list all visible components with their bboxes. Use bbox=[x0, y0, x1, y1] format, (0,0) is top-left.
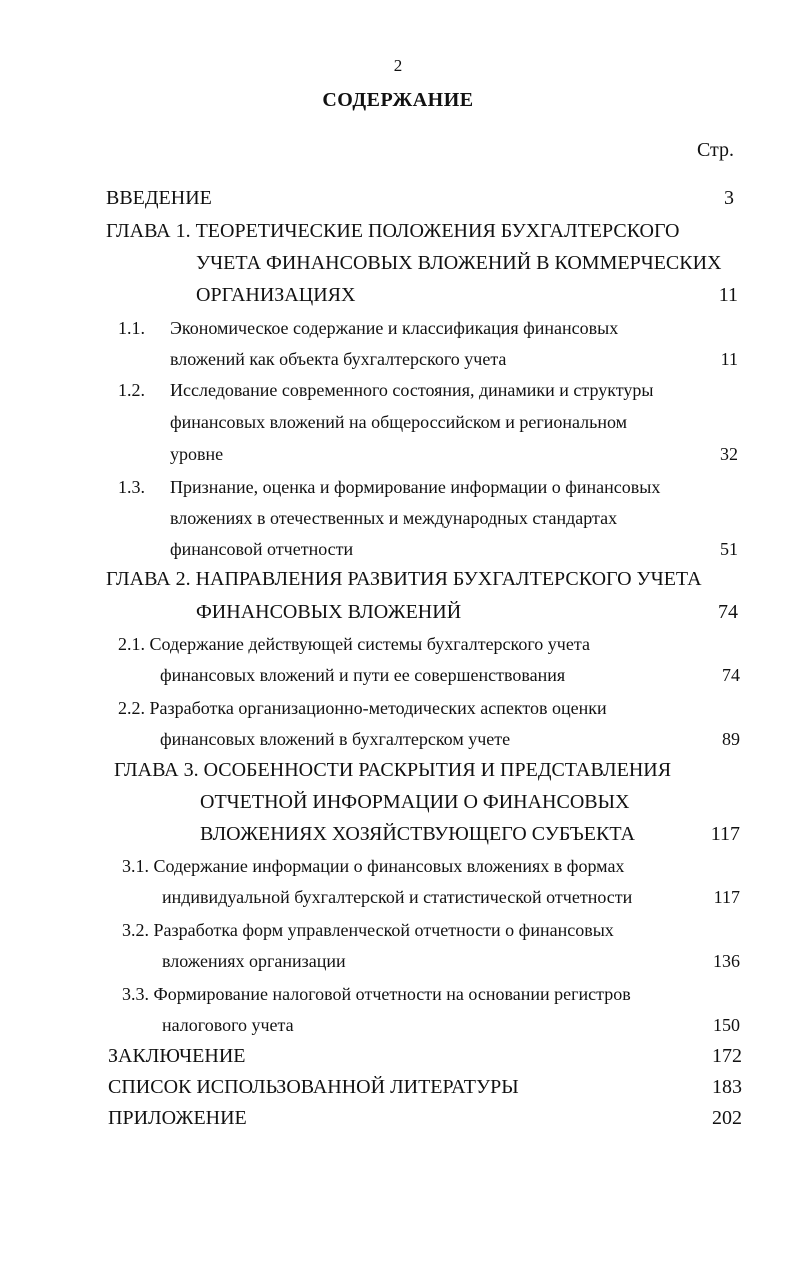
toc-section-1-1-page: 11 bbox=[720, 349, 738, 369]
toc-section-1-2-page: 32 bbox=[720, 444, 738, 464]
toc-section-1-2-line1: Исследование современного состояния, динамики и структуры bbox=[170, 380, 654, 400]
toc-section-3-3-line1: 3.3. Формирование налоговой отчетности на основании регистров bbox=[122, 984, 631, 1004]
toc-references-page: 183 bbox=[712, 1076, 742, 1098]
toc-section-2-1-line1: 2.1. Содержание действующей системы бухгалтерского учета bbox=[118, 634, 590, 654]
toc-chapter2-line2: ФИНАНСОВЫХ ВЛОЖЕНИЙ bbox=[196, 601, 462, 623]
toc-section-1-1-line2: вложений как объекта бухгалтерского учета bbox=[170, 349, 507, 369]
toc-section-3-1-line2: индивидуальной бухгалтерской и статистической отчетности bbox=[162, 887, 633, 907]
toc-section-1-3-number: 1.3. bbox=[118, 477, 145, 497]
toc-section-1-1-line1: Экономическое содержание и классификация финансовых bbox=[170, 318, 619, 338]
toc-chapter1-page: 11 bbox=[718, 284, 738, 306]
toc-chapter2-page: 74 bbox=[718, 601, 738, 623]
toc-appendix: ПРИЛОЖЕНИЕ bbox=[108, 1107, 247, 1129]
toc-chapter1-line1: ГЛАВА 1. ТЕОРЕТИЧЕСКИЕ ПОЛОЖЕНИЯ БУХГАЛТЕРСКОГО bbox=[106, 220, 680, 242]
toc-section-1-3-page: 51 bbox=[720, 539, 738, 559]
pages-column-header: Стр. bbox=[696, 139, 734, 161]
toc-section-1-3-line1: Признание, оценка и формирование информации о финансовых bbox=[170, 477, 661, 497]
toc-section-1-2-number: 1.2. bbox=[118, 380, 145, 400]
toc-section-2-1-line2: финансовых вложений и пути ее совершенствования bbox=[160, 665, 566, 685]
toc-section-1-2-line2: финансовых вложений на общероссийском и региональном bbox=[170, 412, 627, 432]
toc-section-3-1-line1: 3.1. Содержание информации о финансовых вложениях в формах bbox=[122, 856, 625, 876]
page-title: СОДЕРЖАНИЕ bbox=[322, 89, 474, 111]
toc-intro-page: 3 bbox=[724, 187, 734, 209]
toc-chapter1-line2: УЧЕТА ФИНАНСОВЫХ ВЛОЖЕНИЙ В КОММЕРЧЕСКИХ bbox=[196, 252, 722, 274]
toc-chapter3-line2: ОТЧЕТНОЙ ИНФОРМАЦИИ О ФИНАНСОВЫХ bbox=[200, 791, 630, 813]
toc-chapter1-line3: ОРГАНИЗАЦИЯХ bbox=[196, 284, 356, 306]
toc-section-3-2-page: 136 bbox=[713, 951, 740, 971]
toc-section-1-3-line3: финансовой отчетности bbox=[170, 539, 354, 559]
toc-section-2-2-page: 89 bbox=[722, 729, 740, 749]
toc-conclusion: ЗАКЛЮЧЕНИЕ bbox=[108, 1045, 246, 1067]
toc-section-1-2-line3: уровне bbox=[170, 444, 224, 464]
toc-section-2-2-line1: 2.2. Разработка организационно-методических аспектов оценки bbox=[118, 698, 607, 718]
toc-section-2-2-line2: финансовых вложений в бухгалтерском учете bbox=[160, 729, 511, 749]
toc-section-2-1-page: 74 bbox=[722, 665, 740, 685]
toc-section-3-3-line2: налогового учета bbox=[162, 1015, 294, 1035]
toc-chapter3-line3: ВЛОЖЕНИЯХ ХОЗЯЙСТВУЮЩЕГО СУБЪЕКТА bbox=[200, 823, 635, 845]
toc-chapter2-line1: ГЛАВА 2. НАПРАВЛЕНИЯ РАЗВИТИЯ БУХГАЛТЕРСКОГО УЧЕТА bbox=[106, 568, 702, 590]
page-number: 2 bbox=[393, 56, 403, 75]
toc-section-3-2-line2: вложениях организации bbox=[162, 951, 346, 971]
toc-conclusion-page: 172 bbox=[712, 1045, 742, 1067]
toc-chapter3-page: 117 bbox=[710, 823, 740, 845]
toc-section-3-2-line1: 3.2. Разработка форм управленческой отчетности о финансовых bbox=[122, 920, 614, 940]
toc-section-3-1-page: 117 bbox=[713, 887, 740, 907]
toc-section-1-1-number: 1.1. bbox=[118, 318, 145, 338]
toc-section-3-3-page: 150 bbox=[713, 1015, 740, 1035]
toc-intro: ВВЕДЕНИЕ bbox=[106, 187, 212, 209]
toc-section-1-3-line2: вложениях в отечественных и международных стандартах bbox=[170, 508, 618, 528]
toc-appendix-page: 202 bbox=[712, 1107, 742, 1129]
toc-chapter3-line1: ГЛАВА 3. ОСОБЕННОСТИ РАСКРЫТИЯ И ПРЕДСТАВЛЕНИЯ bbox=[114, 759, 672, 781]
toc-references: СПИСОК ИСПОЛЬЗОВАННОЙ ЛИТЕРАТУРЫ bbox=[108, 1076, 519, 1098]
